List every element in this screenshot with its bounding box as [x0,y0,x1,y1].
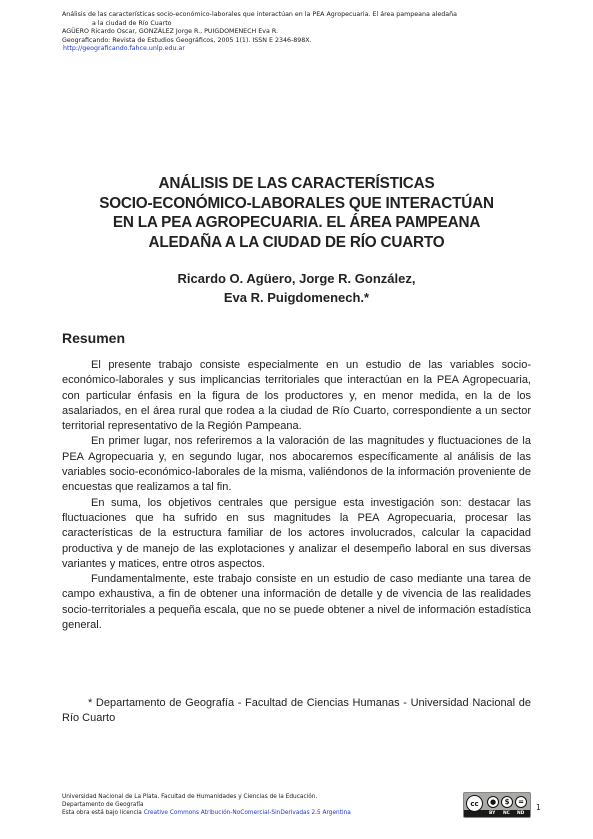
affiliation-footnote: * Departamento de Geografía - Facultad de Ciencias Humanas - Universidad Nacional de Río Cuarto [62,697,531,725]
author-list [60,270,533,307]
abstract-paragraph: En suma, los objetivos centrales que persigue esta investigación son: destacar las fluctuaciones que ha sufrido en sus magnitudes la PEA Agropecuaria, procesar las características de la estructura familiar de los actores involucrados, calcular la capacidad productiva y de manejo de las explotaciones y analizar el desempeño laboral en sus diversas variantes y matices, entre otros aspectos. [62,496,531,570]
page-footer [62,794,462,817]
article-title [60,174,533,252]
header-journal-link[interactable]: http://geograficando.fahce.unlp.edu.ar [63,45,185,53]
by-icon: ● [487,796,499,808]
authors-line: Eva R. Puigdomenech.* [223,289,370,305]
title-line: SOCIO-ECONÓMICO-LABORALES QUE INTERACTÚAN [99,194,494,212]
title-line: EN LA PEA AGROPECUARIA. EL ÁREA PAMPEANA [112,214,481,232]
abstract-paragraph: En primer lugar, nos referiremos a la valoración de las magnitudes y fluctuaciones de la PEA Agropecuaria y, en segundo lugar, nos abocaremos específicamente al análisis de las variables socio-económico-laborales de la misma, valiéndonos de la información proveniente de encuestas que realizamos a tal fin. [62,435,531,494]
header-journal: Geograficando: Revista de Estudios Geográficos, 2005 1(1). ISSN E 2346-898X. [62,36,312,44]
footer-institution: Universidad Nacional de La Plata. Facultad de Humanidades y Ciencias de la Educación. [62,794,318,800]
title-line: ANÁLISIS DE LAS CARACTERÍSTICAS [158,175,435,192]
header-article-title-cont: a la ciudad de Río Cuarto [92,19,172,27]
page-number: 1 [536,803,541,812]
running-header [62,11,542,54]
badge-label-nd: ND [517,811,525,816]
badge-label-by: BY [489,811,496,816]
footer-license-prefix: Esta obra está bajo licencia [62,809,144,816]
nc-icon: $ [501,796,513,808]
abstract-paragraph: Fundamentalmente, este trabajo consiste en un estudio de caso mediante una tarea de campo exhaustiva, a fin de obtener una información de detalle y de vivencia de las realidades socio-territoriales a pequeña escala, que no se puede obtener a nivel de información estadística general. [62,573,531,632]
nd-icon: = [515,796,527,808]
footer-license [62,810,462,818]
abstract-body [62,358,531,633]
abstract-heading: Resumen [62,330,126,346]
cc-icon: cc [466,795,483,812]
abstract-paragraph: El presente trabajo consiste especialmente en un estudio de las variables socio-económico-laborales y sus implicancias territoriales que interactúan en la PEA Agropecuaria, con particular énfasis en la figura de los productores y, en menor medida, en la de los asalariados, en el área rural que rodea a la ciudad de Río Cuarto, correspondiente a un sector territorial representativo de la Región Pampeana. [62,359,531,433]
cc-license-badge[interactable] [463,792,531,818]
title-line: ALEDAÑA A LA CIUDAD DE RÍO CUARTO [148,233,445,251]
header-article-title: Análisis de las características socio-económico-laborales que interactúan en la PEA Agropecuaria. El área pampeana aledaña [62,11,458,18]
footer-department: Departamento de Geografía [62,801,144,808]
license-link[interactable]: Creative Commons Atribución-NoComercial-SinDerivadas 2.5 Argentina [143,809,351,816]
authors-line: Ricardo O. Agüero, Jorge R. González, [177,271,416,286]
header-authors: AGÜERO Ricardo Oscar, GONZÁLEZ Jorge R., PUIGDOMENECH Eva R. [62,28,279,36]
badge-label-nc: NC [503,811,510,816]
